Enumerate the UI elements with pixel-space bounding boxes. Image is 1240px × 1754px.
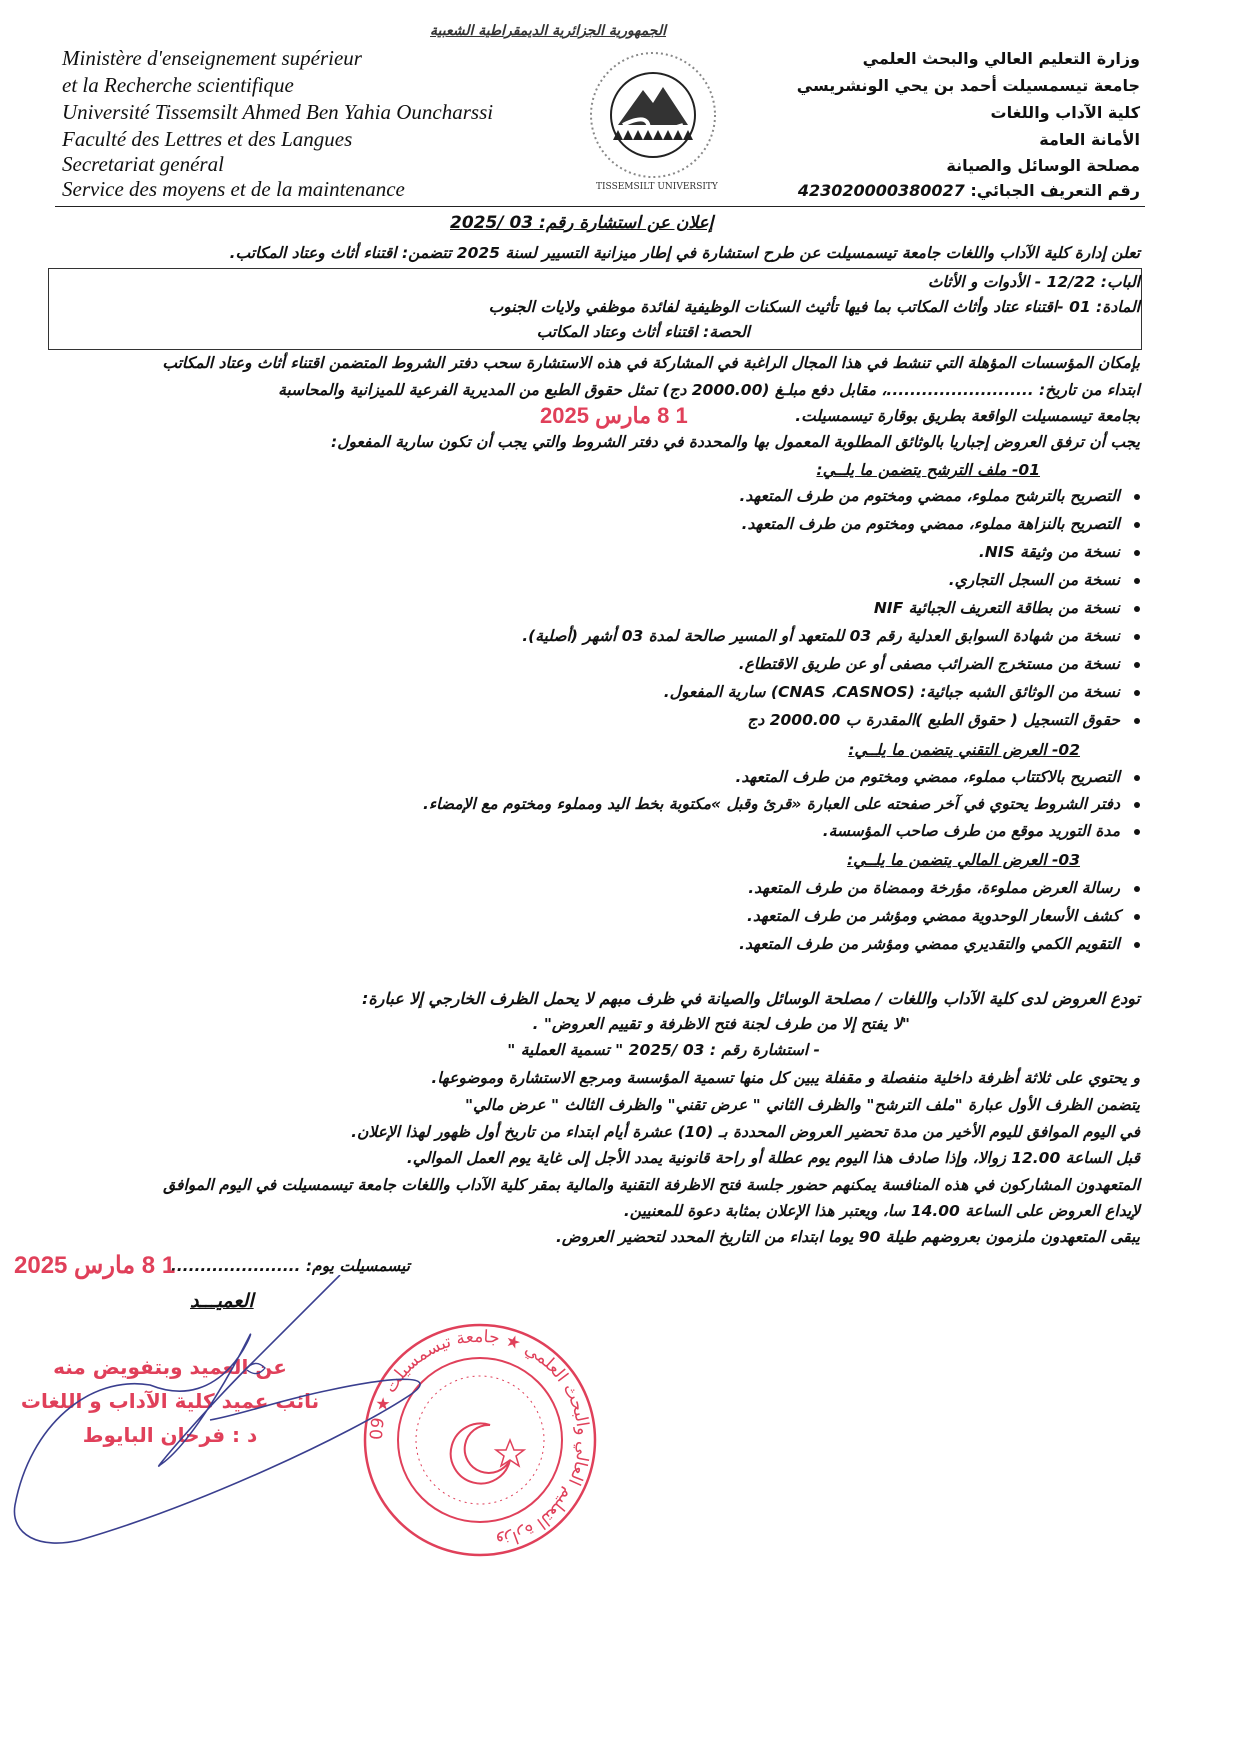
delegation-stamp-line: نائب عميد كلية الآداب و اللغات — [20, 1389, 320, 1413]
section-01-heading: 01- ملف الترشح يتضمن ما يلــي: — [816, 461, 1040, 479]
round-stamp — [360, 1320, 600, 1560]
closing-line: يتضمن الظرف الأول عبارة "ملف الترشح" والظرف الثاني " عرض تقني" والظرف الثالث " عرض مالي" — [464, 1096, 1140, 1114]
paragraph-4: يجب أن ترفق العروض إجباريا بالوثائق المطلوبة المعمول بها والمحددة في دفتر الشروط والتي يجب أن تكون سارية المفعول: — [331, 433, 1140, 451]
section-03-heading: 03- العرض المالي يتضمن ما يلــي: — [846, 851, 1080, 869]
list-item: التصريح بالاكتتاب مملوء، ممضي ومختوم من طرف المتعهد. — [736, 767, 1140, 788]
section-02-heading: 02- العرض التقني يتضمن ما يلــي: — [848, 741, 1080, 759]
consultation-ref: - استشارة رقم : 03 /2025 " تسمية العملية " — [507, 1041, 820, 1059]
ar-line-service: مصلحة الوسائل والصيانة — [946, 156, 1140, 175]
list-item: التصريح بالترشح مملوء، ممضي ومختوم من طرف المتعهد. — [739, 486, 1140, 507]
list-item: كشف الأسعار الوحدوية ممضي ومؤشر من طرف المتعهد. — [747, 906, 1140, 927]
republic-header: الجمهورية الجزائرية الديمقراطية الشعبية — [430, 23, 667, 39]
list-item: مدة التوريد موقع من طرف صاحب المؤسسة. — [823, 821, 1140, 842]
paragraph-2: ابتداء من تاريخ: .........................، مقابل دفع مبلـغ (2000.00 دج) تمثل حقوق الطبع من المديرية الفرعية للميزانية والمحاسبة — [278, 381, 1140, 399]
list-item: التقويم الكمي والتقديري ممضي ومؤشر من طرف المتعهد. — [739, 934, 1140, 955]
fr-line-university: Université Tissemsilt Ahmed Ben Yahia Ouncharssi — [62, 100, 494, 124]
ar-line-university: جامعة تيسمسيلت أحمد بن يحي الونشريسي — [796, 76, 1140, 95]
paragraph-3: بجامعة تيسمسيلت الواقعة بطريق بوقارة تيسمسيلت. — [795, 407, 1140, 425]
ar-line-faculty: كلية الآداب واللغات — [990, 103, 1140, 122]
intro-text: تعلن إدارة كلية الآداب واللغات جامعة تيسمسيلت عن طرح استشارة في إطار ميزانية التسيير لسنة 2025 تتضمن: اقتناء أثاث وعتاد المكاتب. — [229, 244, 1140, 262]
university-logo — [578, 50, 728, 200]
closing-line: قبل الساعة 12.00 زوالا، وإذا صادف هذا اليوم يوم عطلة أو راحة قانونية يمدد الأجل إلى غاية يوم العمل الموالي. — [406, 1149, 1140, 1167]
envelope-quote: "لا يفتح إلا من طرف لجنة فتح الاظرفة و تقييم العروض" . — [532, 1015, 910, 1033]
list-item: نسخة من الوثائق الشبه جبائية: (CNAS ،CASNOS) سارية المفعول. — [664, 682, 1140, 703]
list-item: دفتر الشروط يحتوي في آخر صفحته على العبارة «قرئ وقبل »مكتوبة بخط اليد ومملوء ومختوم مع الإمضاء. — [423, 794, 1140, 815]
inline-date-stamp: 1 8 مارس 2025 — [540, 403, 688, 428]
header-rule — [55, 206, 1145, 207]
closing-line: لإيداع العروض على الساعة 14.00 سا، ويعتبر هذا الإعلان بمثابة دعوة للمعنيين. — [623, 1202, 1140, 1220]
dean-title: العميـــد — [190, 1290, 254, 1312]
fr-line-secretariat: Secretariat genéral — [62, 152, 224, 176]
delegation-stamp-line: عن العميد وبتفويض منه — [53, 1355, 287, 1379]
fr-line-research: et la Recherche scientifique — [62, 73, 294, 97]
ar-line-ministry: وزارة التعليم العالي والبحث العلمي — [862, 49, 1140, 68]
list-item: نسخة من مستخرج الضرائب مصفى أو عن طريق الاقتطاع. — [739, 654, 1140, 675]
list-item: رسالة العرض مملوءة، مؤرخة وممضاة من طرف المتعهد. — [748, 878, 1140, 899]
svg-text:وزارة التعليم العالي والبحث ال — [367, 1327, 593, 1552]
fiscal-id-value: 423020000380027 — [797, 181, 965, 200]
deposit-text: تودع العروض لدى كلية الآداب واللغات / مصلحة الوسائل والصيانة في ظرف مبهم لا يحمل الظرف الخارجي إلا عبارة: — [362, 989, 1140, 1008]
place-date: تيسمسيلت يوم: ...................... — [170, 1257, 410, 1275]
logo-text: TISSEMSILT UNIVERSITY — [596, 182, 718, 192]
signature-date-stamp: 1 8 مارس 2025 — [14, 1252, 176, 1279]
fr-line-faculty: Faculté des Lettres et des Langues — [62, 127, 353, 151]
round-stamp-text: وزارة التعليم العالي والبحث العلمي ★ جامعة تيسمسيلت ★ 09 — [366, 1326, 594, 1552]
list-item: نسخة من شهادة السوابق العدلية رقم 03 للمتعهد أو المسير صالحة لمدة 03 أشهر (أصلية). — [522, 626, 1140, 647]
budget-lot: الحصة: اقتناء أثاث وعتاد المكاتب — [536, 323, 750, 341]
closing-line: في اليوم الموافق لليوم الأخير من مدة تحضير العروض المحددة بـ (10) عشرة أيام ابتداء من تاريخ أول ظهور لهذا الإعلان. — [351, 1123, 1140, 1141]
budget-article: المادة: 01 -اقتناء عتاد وأثاث المكاتب بما فيها تأثيث السكنات الوظيفية لفائدة موظفي ولايات الجنوب — [488, 298, 1140, 316]
delegation-stamp-line: د : فرحان البايوط — [82, 1423, 258, 1447]
fr-line-ministry: Ministère d'enseignement supérieur — [62, 46, 362, 70]
fiscal-id-label: رقم التعريف الجبائي: — [970, 181, 1140, 200]
list-item: نسخة من وثيقة NIS. — [979, 542, 1140, 563]
list-item: حقوق التسجيل ( حقوق الطبع )المقدرة ب 2000.00 دج — [747, 710, 1140, 731]
closing-line: و يحتوي على ثلاثة أظرفة داخلية منفصلة و مقفلة يبين كل منها تسمية المؤسسة ومرجع الاستشارة وموضوعها. — [431, 1069, 1140, 1087]
list-item: التصريح بالنزاهة مملوء، ممضي ومختوم من طرف المتعهد. — [742, 514, 1140, 535]
fr-line-service: Service des moyens et de la maintenance — [62, 177, 405, 201]
fiscal-id — [798, 180, 1140, 202]
closing-line: المتعهدون المشاركون في هذه المنافسة يمكنهم حضور جلسة فتح الاظرفة التقنية والمالية بمقر كلية الآداب واللغات جامعة تيسمسيلت في اليوم الموافق — [163, 1176, 1140, 1194]
list-item: نسخة من بطاقة التعريف الجبائية NIF — [874, 598, 1140, 619]
ar-line-secretariat: الأمانة العامة — [1039, 130, 1140, 149]
list-item: نسخة من السجل التجاري. — [949, 570, 1140, 591]
paragraph-1: بإمكان المؤسسات المؤهلة التي تنشط في هذا المجال الراغبة في المشاركة في هذه الاستشارة سحب دفتر الشروط المتضمن اقتناء أثاث وعتاد المكاتب — [162, 354, 1140, 372]
closing-line: يبقى المتعهدون ملزمون بعروضهم طيلة 90 يوما ابتداء من التاريخ المحدد لتحضير العروض. — [556, 1228, 1140, 1246]
budget-chapter: الباب: 12/22 - الأدوات و الأثاث — [927, 273, 1140, 291]
page-title: إعلان عن استشارة رقم: 03 /2025 — [450, 213, 714, 233]
delegation-stamp — [20, 1350, 320, 1452]
